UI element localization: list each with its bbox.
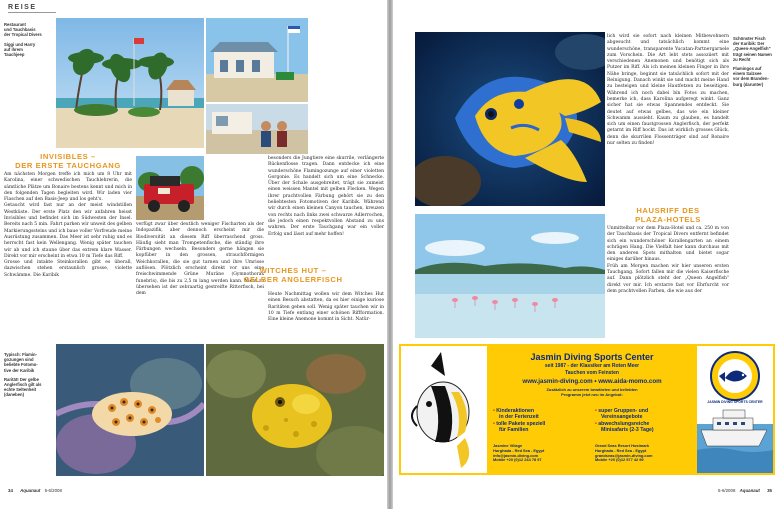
paragraph: Heute Nachmittag wollen wir dem Witches Hut einen Besuch abstatten, da es hier einige kuriose Raritäten geben soll. Wenig später tauchen wir in 10 m Tiefe entlang einer schönen Riffformation. Eine kleine Anemone kommt in Sicht. Natür- [268,292,384,323]
ad-contact-line: Grand Seas Resort Hostmark [595,443,650,448]
photo-beach-restaurant [56,18,204,148]
ad-contact-line: Jasmine Village [493,443,523,448]
paragraph: Getaucht wird fast nur an der meist windstillen Westküste. Der erste Platz den wir anfahren heisst Invisibles und befindet sich im Südwesten der Insel. Bereits nach 5 min. Fahrt parken wir unweit des gelben Markierungssteins und ich baue voller Vorfreude meine Ausrüstung zusammen. Das Meer ist sehr ruhig und es herrscht fast kein Wellengang. Wenig später tauchen wir ab und ich staune über das extrem klare Wasser. Direkt vor mir erscheint in etwa 10 m Tiefe das Riff. [4,203,132,259]
caption-line: auf ihrem [4,46,23,52]
footer-left [8,488,62,493]
ad-main-panel [487,346,697,473]
section-label: REISE [8,4,37,11]
caption-line: vor dem Branden- [733,76,769,82]
paragraph: besonders die Jungtiere eine skurrile, verlängerte Rückenflosse tragen. Dann entdecke ich eine wunderschöne Flamingozunge auf einer violetten Gorgonie. Es handelt sich um eine Schnecke. Über der Schale ausgebreitet, trägt sie zumeist einen weissen Mantel mit gelben Flecken. Wegen ihrer prachtvollen Färbung gehört sie zu den beliebtesten Fotomotiven der Karibik. Während wir durch einen kleinen Canyon tauchen, kreuzen von rechts nach links zwei schwarze Adlerrochen, die jedoch einen respektvollen Abstand zu uns wahren. Der erste Tauchgang war ein voller Erfolg und lässt auf mehr hoffen! [268,156,384,237]
ad-subtitle: seit 1987 - der Klassiker am Roten Meer [544,363,640,369]
headline-line: INVISIBLES – [40,152,96,161]
caption-line: einem Salzsee [733,71,762,77]
photo-flamingo-lake [415,214,605,338]
paragraph: verfügt zwar über deutlich weniger Fischarten als der Indopazifik, aber dennoch erscheint mir die Biodiversität an diesem Riff überraschend gross. Häufig sieht man Trompetenfische, die ständig ihre Färbungen wechseln. Besonders gerne hängen sie kopfüber in den grossen, strauchförmigen Weichkorallen, die sie gut tarnen und ihre Umrisse auflösen. Plötzlich erscheint direkt vor uns eine freischwimmende Grüne Muräne (Gymnothorax funebris), die bis zu 2,5 m lang werden kann. Nicht zu übersehen ist der zebraartig gestreifte Ritterfisch, bei dem [136,222,264,297]
caption-line: Rarität! Der gelbe [4,376,39,382]
caption-line: und Tauchbasis [4,27,36,33]
headline-line: DER ERSTE TAUCHGANG [15,161,121,170]
footer-right [718,488,772,493]
bullet-icon: • [595,420,597,427]
caption-line: „Queen-Angelfish" [733,46,771,52]
bullet-icon: • [493,408,495,414]
caption-line: Typisch: Flamin- [4,352,37,357]
caption-bottom-left [4,352,52,398]
bullet-icon: • [595,408,597,414]
page-number: 34 [8,488,13,493]
paragraph: Am nächsten Morgen treffe ich mich um 8 Uhr mit Karolina, einer schwedischen Tauchlehrerin, die sämtliche Plätze um Bonaire bestens kennt und mich in den folgenden Tagen begleiten wird. Wir laden vier Flaschen auf den Basis-Jeep und los geht's. [4,172,132,203]
caption-top-right [733,36,779,87]
caption-line: der Karibik: Der [733,41,765,47]
ad-contact-email[interactable]: info@jasmin-diving.com [493,452,539,458]
photo-divers [206,104,308,154]
article-column-5 [607,226,729,295]
ad-bullet-text: abwechslungsreiche [598,420,650,427]
ad-bullets-left [493,408,589,433]
paragraph: Grosse und intakte Steinkorallen gibt es überall, dazwischen stehen erstaunlich grosse, violette Schwämme. Die Karibik [4,260,132,278]
ad-contact-right [595,444,695,463]
ad-bullet-text: Minisafaris (2-3 Tage) [601,426,654,433]
ad-subtitle: Tauchen vom Feinsten [565,370,619,376]
article-column-1 [4,172,132,279]
page-number: 35 [767,488,772,493]
headline-witches-hut [238,266,348,284]
article-column-2 [136,222,264,298]
caption-line: Siggi und Harry [4,41,36,47]
ad-contact-line: Hurghada - Red Sea - Egypt [595,447,647,453]
photo-queen-angelfish [415,32,605,206]
bullet-icon: • [493,420,495,427]
headline-line: PLAZA-HOTELS [635,215,701,224]
ad-bullet-text: in der Ferienzeit [499,414,539,421]
caption-line: trägt seinen Namen [733,51,772,57]
ad-logo-text: JASMIN DIVING SPORTS CENTER [707,400,763,404]
ad-contact-phone: Mobile +20 (0)12 577 42 99 [595,457,644,463]
caption-line: zu Recht [733,56,751,62]
headline-line: WITCHES HUT – [259,266,327,275]
caption-line: tive der Karibik [4,367,35,373]
ad-bullet-text: tolle Pakete speziell [496,420,546,427]
magazine-name: Aquanaut [20,488,41,493]
paragraph: Früh am Morgen machen wir hier unseren ersten Tauchgang. Sofort fallen mir die vielen Kaiserfische auf. Dann plötzlich steht der „Queen Angelfish" direkt vor mir. Ich erstarre fast vor Ehrfurcht vor dem prachtvollen Farben, die wie aus der [607,263,729,294]
article-column-3-top [268,156,384,238]
issue-number: 5-6/2008 [718,488,736,493]
left-page [0,0,387,509]
caption-line: Tauchjeep [4,52,25,58]
ad-offer-line: Programm jetzt neu im Angebot: [561,392,623,397]
ad-offer-line: Zusätzlich zu unserem bewährten und beliebten [546,387,638,392]
issue-number: 5-6/2008 [44,488,62,493]
caption-line: burg (darunter) [733,81,764,87]
advertisement-jasmin-diving[interactable] [399,344,775,475]
ad-url-link[interactable]: www.jasmin-diving.com • www.aida-momo.com [522,378,662,385]
ad-contact-phone: Mobile +20 (0)12 244 78 97 [493,457,542,463]
ad-logo-boat [697,346,773,473]
right-page [393,0,780,509]
magazine-name: Aquanaut [739,488,760,493]
caption-line: echte Seltenheit [4,387,37,393]
photo-flamingo-tongue [56,344,204,476]
ad-bullet-text: Kinderaktionen [496,408,535,414]
caption-line: Flamingos auf [733,66,762,72]
photo-dive-base [206,18,308,102]
headline-line: HAUSRIFF DES [636,206,700,215]
headline-line: GELBER ANGLERFISCH [243,275,343,284]
ad-contact-email[interactable]: grandseas@jasmin-diving.com [595,452,653,458]
ad-title: Jasmin Diving Sports Center [530,352,654,362]
caption-line: Anglerfisch gilt als [4,382,42,388]
ad-contact-left [493,444,589,463]
photo-yellow-anglerfish [206,344,384,476]
caption-top-left [4,22,52,57]
ad-fish-image [401,346,487,473]
caption-line: Schönster Fisch [733,36,766,41]
paragraph: lich wird sie sofort nach kleinen Mitbewohnern abgesucht und tatsächlich kommt eine wunderschöne, transparente Yucatan-Partnergarnele zum Vorschein. Die Art lebt stets assoziiert mit verschiedenen Anemonen und benötigt sich als Putzer im Riff. Als ich meinen kleinen Finger in ihre Nähe bringe, beginnt sie tatsächlich sofort mit der Reinigung. Danach winkt sie und macht meine Hand zu besteigen und kleine Hautfetzen zu beseitigen. Während ich noch dabei bin Fotos zu machen, bemerke ich, dass Karolina aufgeregt winkt. Ganz sicher hat sie etwas Spannendes entdeckt. Sie deutet auf etwas gelbes, das wie ein kleiner Schwamm aussieht. Kaum zu glauben, es handelt sich um einen faustgrossen Anglerfisch, der perfekt getarnt im Riff hockt. Das ist wirklich grosses Glück, denn die skurrilen Flossenträger sind auf Bonaire nur selten zu finden! [607,34,729,147]
ad-bullet-text: super Gruppen- und [598,408,649,414]
article-column-3-bottom [268,292,384,323]
caption-line: der Tropical Divers [4,32,42,38]
ad-bullets-right [595,408,695,433]
fish-logo-icon [697,346,773,473]
ad-bullet-text: Vereinsangebote [601,414,643,421]
article-column-4 [607,34,729,147]
ad-contact-line: Hurghada - Red Sea - Egypt [493,447,545,453]
ad-bullet-text: für Familien [499,426,529,433]
caption-line: (daneben) [4,392,25,398]
headline-invisibles [4,152,132,170]
paragraph: Unmittelbar vor dem Plaza-Hotel und ca. 250 m von der Tauchbasis der Tropical Divers entfernt befindet sich ein wunderschöner Korallengarten an einem schrägen Hang. Die Vielfalt hier kann durchaus mit den anderen Spots mithalten und bietet sogar einiges darüber hinaus. [607,226,729,263]
caption-line: Restaurant [4,22,26,27]
caption-line: beliebte Fotomo- [4,362,38,368]
caption-line: gozungen sind [4,357,34,363]
section-rule [8,12,56,13]
headline-plaza-hotel [607,206,729,224]
photo-jeep [136,156,204,220]
